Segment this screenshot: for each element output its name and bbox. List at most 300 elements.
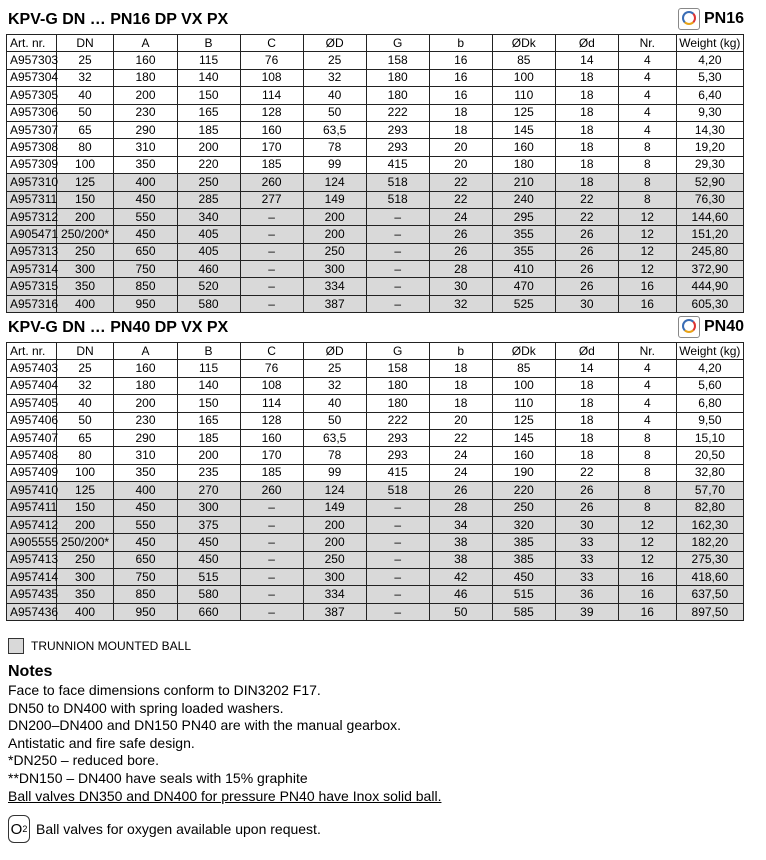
table-cell: 240 bbox=[492, 191, 555, 208]
table-cell: – bbox=[240, 278, 303, 295]
table-cell: A957313 bbox=[7, 243, 57, 260]
table-cell: 32 bbox=[303, 69, 366, 86]
table-cell: A957403 bbox=[7, 360, 57, 377]
table-cell: 180 bbox=[366, 395, 429, 412]
table-cell: 50 bbox=[303, 104, 366, 121]
table-cell: 270 bbox=[177, 482, 240, 499]
table-cell: 65 bbox=[56, 429, 114, 446]
table-cell: 450 bbox=[114, 191, 177, 208]
table-cell: A957306 bbox=[7, 104, 57, 121]
pn16-table bbox=[6, 34, 744, 313]
table-cell: – bbox=[366, 208, 429, 225]
column-header: b bbox=[429, 343, 492, 360]
table-cell: 185 bbox=[240, 464, 303, 481]
table-cell: 14 bbox=[555, 360, 618, 377]
column-header: ØD bbox=[303, 35, 366, 52]
table-cell: 293 bbox=[366, 121, 429, 138]
table-cell: 24 bbox=[429, 447, 492, 464]
table-cell: 158 bbox=[366, 360, 429, 377]
table-cell: A957316 bbox=[7, 295, 57, 312]
table-cell: 158 bbox=[366, 52, 429, 69]
table-cell: – bbox=[366, 499, 429, 516]
table-cell: 18 bbox=[555, 429, 618, 446]
table-cell: 8 bbox=[618, 191, 676, 208]
table-cell: 16 bbox=[429, 52, 492, 69]
column-header: b bbox=[429, 35, 492, 52]
table-cell: 950 bbox=[114, 603, 177, 620]
table-cell: 145 bbox=[492, 121, 555, 138]
table-cell: 8 bbox=[618, 156, 676, 173]
table-cell: 444,90 bbox=[676, 278, 743, 295]
table-cell: A957314 bbox=[7, 261, 57, 278]
table-cell: – bbox=[366, 569, 429, 586]
table-cell: 32 bbox=[56, 69, 114, 86]
table-cell: 200 bbox=[303, 226, 366, 243]
column-header: DN bbox=[56, 343, 114, 360]
table-cell: 450 bbox=[114, 499, 177, 516]
table-cell: 320 bbox=[492, 516, 555, 533]
table-cell: 46 bbox=[429, 586, 492, 603]
table-cell: 22 bbox=[555, 208, 618, 225]
table-cell: 30 bbox=[555, 516, 618, 533]
table-cell: 375 bbox=[177, 516, 240, 533]
table-cell: 400 bbox=[56, 295, 114, 312]
column-header: G bbox=[366, 35, 429, 52]
table-cell: 8 bbox=[618, 139, 676, 156]
table-cell: 18 bbox=[429, 121, 492, 138]
table-cell: 125 bbox=[56, 174, 114, 191]
table-cell: 4 bbox=[618, 104, 676, 121]
table-cell: 33 bbox=[555, 569, 618, 586]
table-cell: 165 bbox=[177, 104, 240, 121]
table-cell: 180 bbox=[114, 377, 177, 394]
table-cell: – bbox=[366, 586, 429, 603]
table-cell: 250 bbox=[303, 243, 366, 260]
table-cell: 20 bbox=[429, 412, 492, 429]
table-cell: – bbox=[240, 603, 303, 620]
table-cell: 18 bbox=[429, 360, 492, 377]
table-cell: A957309 bbox=[7, 156, 57, 173]
pn16-section bbox=[6, 8, 744, 313]
table-cell: 250 bbox=[56, 243, 114, 260]
certification-logo-icon bbox=[678, 8, 700, 30]
table-cell: 660 bbox=[177, 603, 240, 620]
table-cell: 405 bbox=[177, 226, 240, 243]
table-cell: 9,30 bbox=[676, 104, 743, 121]
table-cell: 50 bbox=[56, 104, 114, 121]
table-cell: A957411 bbox=[7, 499, 57, 516]
badge-label: PN16 bbox=[703, 10, 744, 27]
table-cell: – bbox=[240, 243, 303, 260]
table-cell: 128 bbox=[240, 104, 303, 121]
table-cell: 750 bbox=[114, 261, 177, 278]
table-cell: A957312 bbox=[7, 208, 57, 225]
table-cell: 200 bbox=[303, 208, 366, 225]
table-cell: 8 bbox=[618, 482, 676, 499]
column-header: DN bbox=[56, 35, 114, 52]
table-cell: 52,90 bbox=[676, 174, 743, 191]
note-line: Ball valves DN350 and DN400 for pressure PN40 have Inox solid ball. bbox=[8, 787, 442, 804]
table-cell: 30 bbox=[555, 295, 618, 312]
table-row bbox=[7, 226, 744, 243]
table-cell: 222 bbox=[366, 104, 429, 121]
table-cell: 24 bbox=[429, 464, 492, 481]
table-cell: 16 bbox=[618, 295, 676, 312]
table-cell: 387 bbox=[303, 295, 366, 312]
table-cell: 200 bbox=[114, 395, 177, 412]
table-cell: A957436 bbox=[7, 603, 57, 620]
table-cell: A957408 bbox=[7, 447, 57, 464]
table-cell: 450 bbox=[177, 534, 240, 551]
table-cell: 250 bbox=[177, 174, 240, 191]
table-cell: 334 bbox=[303, 278, 366, 295]
table-cell: 26 bbox=[555, 499, 618, 516]
table-cell: – bbox=[240, 551, 303, 568]
table-cell: – bbox=[240, 295, 303, 312]
table-cell: 515 bbox=[177, 569, 240, 586]
table-cell: 12 bbox=[618, 261, 676, 278]
table-cell: 250/200* bbox=[56, 226, 114, 243]
table-cell: 65 bbox=[56, 121, 114, 138]
table-cell: 580 bbox=[177, 586, 240, 603]
table-cell: 18 bbox=[555, 69, 618, 86]
table-cell: 334 bbox=[303, 586, 366, 603]
table-cell: 650 bbox=[114, 551, 177, 568]
table-cell: 26 bbox=[555, 278, 618, 295]
table-cell: 15,10 bbox=[676, 429, 743, 446]
table-cell: 4 bbox=[618, 360, 676, 377]
section-header bbox=[6, 316, 744, 342]
table-row bbox=[7, 87, 744, 104]
table-cell: A957307 bbox=[7, 121, 57, 138]
table-cell: 42 bbox=[429, 569, 492, 586]
table-cell: 149 bbox=[303, 191, 366, 208]
table-cell: 300 bbox=[56, 569, 114, 586]
table-cell: 16 bbox=[618, 569, 676, 586]
table-cell: A905555 bbox=[7, 534, 57, 551]
table-cell: 160 bbox=[114, 360, 177, 377]
table-cell: 8 bbox=[618, 464, 676, 481]
table-cell: 18 bbox=[555, 395, 618, 412]
table-row bbox=[7, 139, 744, 156]
column-header: Weight (kg) bbox=[676, 343, 743, 360]
table-cell: 460 bbox=[177, 261, 240, 278]
table-row bbox=[7, 569, 744, 586]
table-cell: 151,20 bbox=[676, 226, 743, 243]
table-cell: 4 bbox=[618, 121, 676, 138]
table-cell: 162,30 bbox=[676, 516, 743, 533]
table-cell: 200 bbox=[303, 516, 366, 533]
table-cell: 32 bbox=[303, 377, 366, 394]
table-cell: 125 bbox=[492, 104, 555, 121]
table-cell: 260 bbox=[240, 174, 303, 191]
table-cell: 99 bbox=[303, 156, 366, 173]
table-cell: 385 bbox=[492, 534, 555, 551]
table-cell: 100 bbox=[56, 464, 114, 481]
table-row bbox=[7, 412, 744, 429]
table-cell: 50 bbox=[56, 412, 114, 429]
table-cell: 33 bbox=[555, 534, 618, 551]
table-cell: 33 bbox=[555, 551, 618, 568]
table-cell: 80 bbox=[56, 139, 114, 156]
table-row bbox=[7, 395, 744, 412]
table-cell: 22 bbox=[429, 429, 492, 446]
table-cell: 470 bbox=[492, 278, 555, 295]
table-cell: – bbox=[240, 208, 303, 225]
table-cell: 125 bbox=[492, 412, 555, 429]
table-cell: 185 bbox=[240, 156, 303, 173]
table-cell: 144,60 bbox=[676, 208, 743, 225]
table-cell: 18 bbox=[555, 377, 618, 394]
table-cell: 32,80 bbox=[676, 464, 743, 481]
table-cell: 115 bbox=[177, 360, 240, 377]
table-cell: 180 bbox=[114, 69, 177, 86]
table-cell: – bbox=[366, 603, 429, 620]
table-cell: 145 bbox=[492, 429, 555, 446]
table-cell: 63,5 bbox=[303, 121, 366, 138]
table-row bbox=[7, 482, 744, 499]
table-cell: 76 bbox=[240, 360, 303, 377]
table-row bbox=[7, 551, 744, 568]
table-cell: 160 bbox=[492, 447, 555, 464]
table-row bbox=[7, 603, 744, 620]
column-header: Art. nr. bbox=[7, 35, 57, 52]
table-cell: 26 bbox=[429, 226, 492, 243]
table-row bbox=[7, 261, 744, 278]
table-cell: 385 bbox=[492, 551, 555, 568]
table-cell: 637,50 bbox=[676, 586, 743, 603]
table-cell: 200 bbox=[177, 139, 240, 156]
table-cell: A957410 bbox=[7, 482, 57, 499]
table-cell: 400 bbox=[56, 603, 114, 620]
table-cell: – bbox=[240, 586, 303, 603]
table-cell: 24 bbox=[429, 208, 492, 225]
column-header: C bbox=[240, 343, 303, 360]
table-cell: 210 bbox=[492, 174, 555, 191]
table-cell: – bbox=[366, 295, 429, 312]
table-cell: 40 bbox=[303, 395, 366, 412]
table-cell: 128 bbox=[240, 412, 303, 429]
table-cell: 230 bbox=[114, 412, 177, 429]
table-cell: 550 bbox=[114, 516, 177, 533]
table-cell: 22 bbox=[429, 174, 492, 191]
table-row bbox=[7, 360, 744, 377]
table-cell: 150 bbox=[177, 87, 240, 104]
table-cell: A957435 bbox=[7, 586, 57, 603]
table-cell: 100 bbox=[492, 69, 555, 86]
column-header: Nr. bbox=[618, 343, 676, 360]
table-cell: 40 bbox=[56, 87, 114, 104]
table-cell: 5,30 bbox=[676, 69, 743, 86]
table-cell: 520 bbox=[177, 278, 240, 295]
table-cell: A957407 bbox=[7, 429, 57, 446]
table-cell: 300 bbox=[303, 261, 366, 278]
table-cell: 12 bbox=[618, 226, 676, 243]
table-cell: 200 bbox=[303, 534, 366, 551]
table-cell: 18 bbox=[555, 412, 618, 429]
table-cell: 36 bbox=[555, 586, 618, 603]
table-cell: 220 bbox=[492, 482, 555, 499]
table-cell: 185 bbox=[177, 429, 240, 446]
table-cell: 12 bbox=[618, 534, 676, 551]
table-cell: 300 bbox=[303, 569, 366, 586]
table-row bbox=[7, 447, 744, 464]
table-cell: 12 bbox=[618, 243, 676, 260]
table-cell: – bbox=[366, 516, 429, 533]
table-cell: 30 bbox=[429, 278, 492, 295]
table-cell: 12 bbox=[618, 551, 676, 568]
table-cell: 16 bbox=[618, 603, 676, 620]
table-row bbox=[7, 499, 744, 516]
table-cell: 39 bbox=[555, 603, 618, 620]
table-cell: 110 bbox=[492, 395, 555, 412]
table-cell: 78 bbox=[303, 139, 366, 156]
column-header: ØDk bbox=[492, 343, 555, 360]
table-cell: 22 bbox=[429, 191, 492, 208]
column-header: ØD bbox=[303, 343, 366, 360]
pressure-badge bbox=[678, 316, 744, 338]
table-cell: 605,30 bbox=[676, 295, 743, 312]
table-cell: 6,80 bbox=[676, 395, 743, 412]
table-cell: 80 bbox=[56, 447, 114, 464]
table-cell: 16 bbox=[618, 586, 676, 603]
table-cell: 26 bbox=[555, 261, 618, 278]
table-header-row bbox=[7, 35, 744, 52]
table-cell: 26 bbox=[429, 482, 492, 499]
table-cell: 310 bbox=[114, 447, 177, 464]
table-cell: A957310 bbox=[7, 174, 57, 191]
column-header: Ød bbox=[555, 35, 618, 52]
table-row bbox=[7, 174, 744, 191]
column-header: A bbox=[114, 343, 177, 360]
table-cell: 78 bbox=[303, 447, 366, 464]
table-cell: A957404 bbox=[7, 377, 57, 394]
oxygen-text: Ball valves for oxygen available upon request. bbox=[36, 821, 321, 837]
o2-icon: O 2 bbox=[8, 815, 30, 843]
table-cell: 200 bbox=[177, 447, 240, 464]
table-cell: 124 bbox=[303, 482, 366, 499]
note-line: DN50 to DN400 with spring loaded washers. bbox=[8, 699, 284, 716]
table-cell: 190 bbox=[492, 464, 555, 481]
table-cell: 4 bbox=[618, 412, 676, 429]
table-cell: 26 bbox=[555, 243, 618, 260]
table-row bbox=[7, 52, 744, 69]
table-cell: 250 bbox=[492, 499, 555, 516]
table-cell: 418,60 bbox=[676, 569, 743, 586]
table-cell: 250/200* bbox=[56, 534, 114, 551]
table-cell: 897,50 bbox=[676, 603, 743, 620]
table-cell: 8 bbox=[618, 174, 676, 191]
table-cell: 6,40 bbox=[676, 87, 743, 104]
table-cell: 140 bbox=[177, 69, 240, 86]
table-cell: A957405 bbox=[7, 395, 57, 412]
table-cell: A957303 bbox=[7, 52, 57, 69]
table-cell: 160 bbox=[240, 429, 303, 446]
table-cell: 295 bbox=[492, 208, 555, 225]
table-cell: 16 bbox=[429, 87, 492, 104]
table-cell: A957315 bbox=[7, 278, 57, 295]
notes-title: Notes bbox=[8, 663, 53, 680]
table-cell: 170 bbox=[240, 139, 303, 156]
column-header: Nr. bbox=[618, 35, 676, 52]
table-cell: 110 bbox=[492, 87, 555, 104]
table-cell: A957406 bbox=[7, 412, 57, 429]
table-cell: A957414 bbox=[7, 569, 57, 586]
table-cell: 293 bbox=[366, 429, 429, 446]
table-cell: – bbox=[366, 551, 429, 568]
table-cell: 140 bbox=[177, 377, 240, 394]
table-cell: 19,20 bbox=[676, 139, 743, 156]
table-cell: 350 bbox=[56, 278, 114, 295]
table-cell: 170 bbox=[240, 447, 303, 464]
table-cell: 18 bbox=[555, 104, 618, 121]
table-cell: 160 bbox=[114, 52, 177, 69]
table-cell: 20 bbox=[429, 139, 492, 156]
legend-label: TRUNNION MOUNTED BALL bbox=[31, 639, 192, 653]
table-cell: 18 bbox=[555, 87, 618, 104]
note-line: *DN250 – reduced bore. bbox=[8, 752, 159, 769]
table-cell: 40 bbox=[303, 87, 366, 104]
table-cell: 14,30 bbox=[676, 121, 743, 138]
table-cell: A957412 bbox=[7, 516, 57, 533]
table-row bbox=[7, 121, 744, 138]
table-cell: 180 bbox=[366, 87, 429, 104]
table-cell: 250 bbox=[303, 551, 366, 568]
table-cell: 25 bbox=[56, 360, 114, 377]
table-cell: 4 bbox=[618, 69, 676, 86]
note-line: Antistatic and fire safe design. bbox=[8, 734, 195, 751]
table-cell: 150 bbox=[177, 395, 240, 412]
table-cell: 18 bbox=[555, 447, 618, 464]
table-cell: 387 bbox=[303, 603, 366, 620]
table-cell: 18 bbox=[429, 104, 492, 121]
table-cell: 400 bbox=[114, 482, 177, 499]
table-cell: 5,60 bbox=[676, 377, 743, 394]
table-cell: 18 bbox=[555, 139, 618, 156]
column-header: B bbox=[177, 343, 240, 360]
note-line: DN200–DN400 and DN150 PN40 are with the manual gearbox. bbox=[8, 717, 402, 734]
table-cell: 50 bbox=[303, 412, 366, 429]
table-cell: 34 bbox=[429, 516, 492, 533]
table-cell: 185 bbox=[177, 121, 240, 138]
table-cell: 32 bbox=[56, 377, 114, 394]
table-cell: 515 bbox=[492, 586, 555, 603]
table-cell: 165 bbox=[177, 412, 240, 429]
badge-label: PN40 bbox=[703, 318, 744, 335]
table-cell: 18 bbox=[555, 156, 618, 173]
table-cell: 25 bbox=[56, 52, 114, 69]
oxygen-note bbox=[8, 815, 321, 843]
table-cell: 20 bbox=[429, 156, 492, 173]
table-cell: 410 bbox=[492, 261, 555, 278]
table-cell: 200 bbox=[56, 516, 114, 533]
table-cell: 22 bbox=[555, 191, 618, 208]
column-header: Art. nr. bbox=[7, 343, 57, 360]
table-cell: 275,30 bbox=[676, 551, 743, 568]
table-cell: 180 bbox=[366, 377, 429, 394]
table-cell: 40 bbox=[56, 395, 114, 412]
table-cell: A957311 bbox=[7, 191, 57, 208]
table-cell: 160 bbox=[240, 121, 303, 138]
table-cell: 26 bbox=[555, 226, 618, 243]
table-cell: 114 bbox=[240, 395, 303, 412]
table-cell: 18 bbox=[555, 121, 618, 138]
table-cell: 4 bbox=[618, 87, 676, 104]
note-line: Face to face dimensions conform to DIN3202 F17. bbox=[8, 682, 321, 698]
table-row bbox=[7, 516, 744, 533]
table-cell: 22 bbox=[555, 464, 618, 481]
column-header: Ød bbox=[555, 343, 618, 360]
